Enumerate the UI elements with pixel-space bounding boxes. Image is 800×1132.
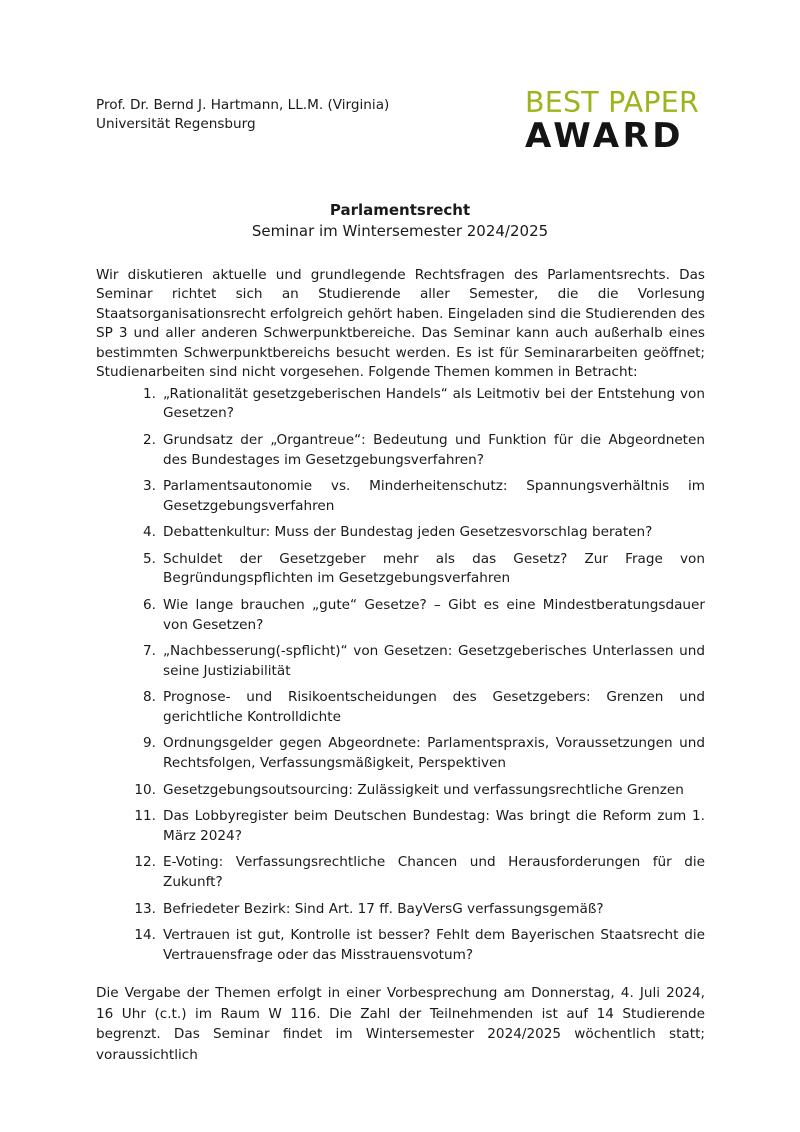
topic-item: [132, 688, 705, 727]
topic-number: 13.: [134, 900, 156, 917]
topic-number: 14.: [134, 927, 156, 944]
topic-number: 6.: [143, 597, 156, 614]
logo-line-best-paper: BEST PAPER: [525, 86, 699, 119]
topic-number: 3.: [143, 478, 156, 495]
topic-number: 4.: [143, 524, 156, 541]
topic-text: Schuldet der Gesetzgeber mehr als das Gesetz? Zur Frage von Begründungspflichten im Gesetzgebungsverfahren: [163, 551, 705, 587]
topic-item: [132, 807, 705, 846]
intro-text: Wir diskutieren aktuelle und grundlegende Rechtsfragen des Parlamentsrechts. Das Seminar richtet sich an Studierende aller Semester, die die Vorlesung Staatsorganisationsrecht erfolgreich gehört haben. Eingeladen sind die Studierenden des SP 3 und aller anderen Schwerpunktbereiche. Das Seminar kann auch außerhalb eines bestimmten Schwerpunktbereichs besucht werden. Es ist für Seminararbeiten geöffnet; Studienarbeiten sind nicht vorgesehen. Folgende Themen kommen in Betracht:: [96, 267, 705, 381]
topic-item: [132, 596, 705, 635]
topic-text: Das Lobbyregister beim Deutschen Bundestag: Was bringt die Reform zum 1. März 2024?: [163, 808, 705, 844]
logo-line-award: AWARD: [525, 116, 684, 156]
topic-number: 8.: [143, 689, 156, 706]
topic-number: 2.: [143, 432, 156, 449]
topic-number: 9.: [143, 735, 156, 752]
document-subtitle: Seminar im Wintersemester 2024/2025: [251, 222, 549, 240]
topic-item: [132, 853, 705, 892]
topic-text: Vertrauen ist gut, Kontrolle ist besser? Fehlt dem Bayerischen Staatsrecht die Vertrauensfrage oder das Misstrauensvotum?: [163, 927, 705, 963]
topic-item: [132, 900, 705, 919]
topic-text: Parlamentsautonomie vs. Minderheitenschutz: Spannungsverhältnis im Gesetzgebungsverfahren: [163, 478, 705, 514]
topic-number: 12.: [134, 854, 156, 871]
closing-paragraph: [96, 983, 705, 1065]
topic-text: „Rationalität gesetzgeberischen Handels“ als Leitmotiv bei der Entstehung von Gesetzen?: [163, 386, 705, 422]
topic-item: [132, 926, 705, 965]
topic-number: 5.: [143, 551, 156, 568]
topic-text: Prognose- und Risikoentscheidungen des Gesetzgebers: Grenzen und gerichtliche Kontrolldichte: [163, 689, 705, 725]
topic-item: [132, 781, 705, 800]
author-block: [96, 96, 389, 134]
intro-paragraph: [96, 266, 705, 382]
topic-text: Debattenkultur: Muss der Bundestag jeden Gesetzesvorschlag beraten?: [163, 524, 653, 541]
topic-item: [132, 734, 705, 773]
document-title: Parlamentsrecht: [329, 201, 471, 219]
topic-number: 7.: [143, 643, 156, 660]
topic-text: Ordnungsgelder gegen Abgeordnete: Parlamentspraxis, Voraussetzungen und Rechtsfolgen, Verfassungsmäßigkeit, Perspektiven: [163, 735, 705, 771]
topic-item: [132, 523, 705, 542]
topic-item: [132, 642, 705, 681]
topic-item: [132, 550, 705, 589]
best-paper-award-logo: [525, 88, 705, 154]
topic-text: E-Voting: Verfassungsrechtliche Chancen und Herausforderungen für die Zukunft?: [163, 854, 705, 890]
topic-item: [132, 431, 705, 470]
author-name: Prof. Dr. Bernd J. Hartmann, LL.M. (Virginia): [96, 97, 390, 113]
topic-text: Wie lange brauchen „gute“ Gesetze? – Gibt es eine Mindestberatungsdauer von Gesetzen?: [163, 597, 705, 633]
topic-text: Befriedeter Bezirk: Sind Art. 17 ff. BayVersG verfassungsgemäß?: [163, 900, 604, 917]
topic-text: „Nachbesserung(-spflicht)“ von Gesetzen: Gesetzgeberisches Unterlassen und seine Justiziabilität: [163, 643, 705, 679]
topic-text: Gesetzgebungsoutsourcing: Zulässigkeit und verfassungsrechtliche Grenzen: [163, 781, 684, 798]
closing-text: Die Vergabe der Themen erfolgt in einer Vorbesprechung am Donnerstag, 4. Juli 2024, 16 Uhr (c.t.) im Raum W 116. Die Zahl der Teilnehmenden ist auf 14 Studierende begrenzt. Das Seminar findet im Wintersemester 2024/2025 wöchentlich statt; voraussichtlich: [96, 985, 705, 1063]
author-university: Universität Regensburg: [96, 116, 256, 132]
topic-item: [132, 477, 705, 516]
topic-number: 11.: [134, 808, 156, 825]
topic-list: [132, 385, 705, 972]
topic-number: 1.: [143, 386, 156, 402]
topic-item: [132, 385, 705, 424]
topic-text: Grundsatz der „Organtreue“: Bedeutung und Funktion für die Abgeordneten des Bundestages im Gesetzgebungsverfahren?: [163, 432, 705, 468]
topic-number: 10.: [134, 781, 156, 798]
